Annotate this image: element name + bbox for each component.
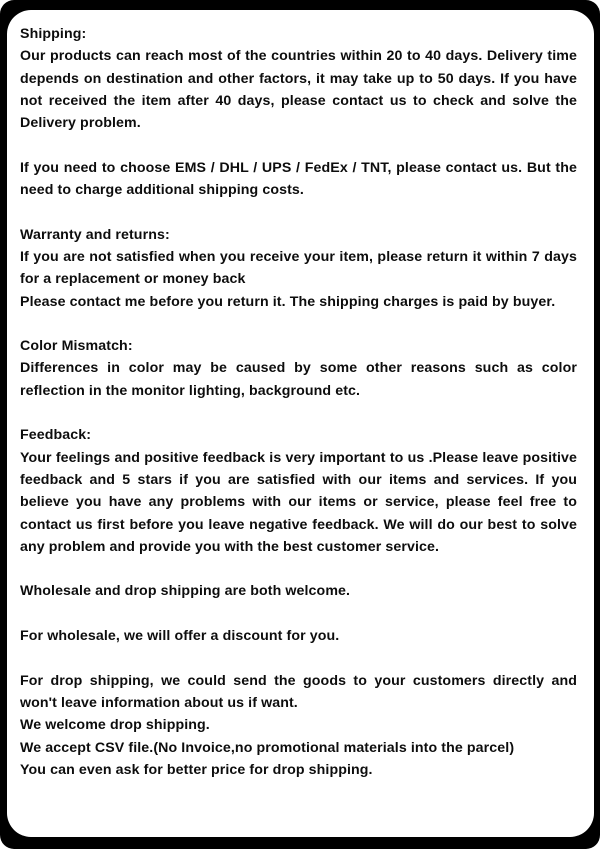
section-express-couriers — [20, 157, 577, 202]
paragraph-color-mismatch-body: Differences in color may be caused by some other reasons such as color reflection in the monitor lighting, background etc. — [20, 360, 577, 399]
section-wholesale-welcome — [20, 580, 577, 602]
policy-text — [20, 13, 577, 837]
paragraph-wholesale-discount: For wholesale, we will offer a discount for you. — [20, 628, 340, 645]
paragraph-wholesale-welcome: Wholesale and drop shipping are both welcome. — [20, 583, 351, 600]
paragraph-express-couriers: If you need to choose EMS / DHL / UPS / FedEx / TNT, please contact us. But the need to charge additional shipping costs. — [20, 159, 577, 199]
paragraph-drop-shipping-welcome: We welcome drop shipping. — [20, 717, 210, 734]
section-drop-shipping — [20, 670, 577, 781]
section-heading-warranty: Warranty and returns: — [20, 226, 170, 243]
section-color-mismatch — [20, 335, 577, 402]
paragraph-feedback-body: Your feelings and positive feedback is very important to us .Please leave positive feedback and 5 stars if you are satisfied with our items and services. If you believe you have any problems with our items or service, please feel free to contact us first before you leave negative feedback. We will do our best to solve any problem and provide you with the best customer service. — [20, 449, 577, 555]
section-warranty — [20, 224, 577, 313]
section-shipping — [20, 23, 577, 134]
paragraph-drop-shipping-direct: For drop shipping, we could send the goods to your customers directly and won't leave information about us if want. — [20, 672, 577, 711]
section-heading-color-mismatch: Color Mismatch: — [20, 338, 133, 355]
section-feedback — [20, 424, 577, 558]
paragraph-shipping-body: Our products can reach most of the countries within 20 to 40 days. Delivery time depends on destination and other factors, it may take up to 50 days. If you have not received the item after 40 days, please contact us to check and solve the Delivery problem. — [20, 48, 577, 132]
section-heading-shipping: Shipping: — [20, 26, 87, 42]
paragraph-drop-shipping-price: You can even ask for better price for drop shipping. — [20, 761, 373, 778]
paragraph-drop-shipping-csv: We accept CSV file.(No Invoice,no promotional materials into the parcel) — [20, 739, 515, 756]
paragraph-warranty-contact: Please contact me before you return it. The shipping charges is paid by buyer. — [20, 293, 556, 310]
section-wholesale-discount — [20, 625, 577, 647]
section-heading-feedback: Feedback: — [20, 427, 92, 444]
policy-panel — [7, 10, 594, 837]
paragraph-warranty-return: If you are not satisfied when you receive your item, please return it within 7 days for a replacement or money back — [20, 248, 577, 288]
